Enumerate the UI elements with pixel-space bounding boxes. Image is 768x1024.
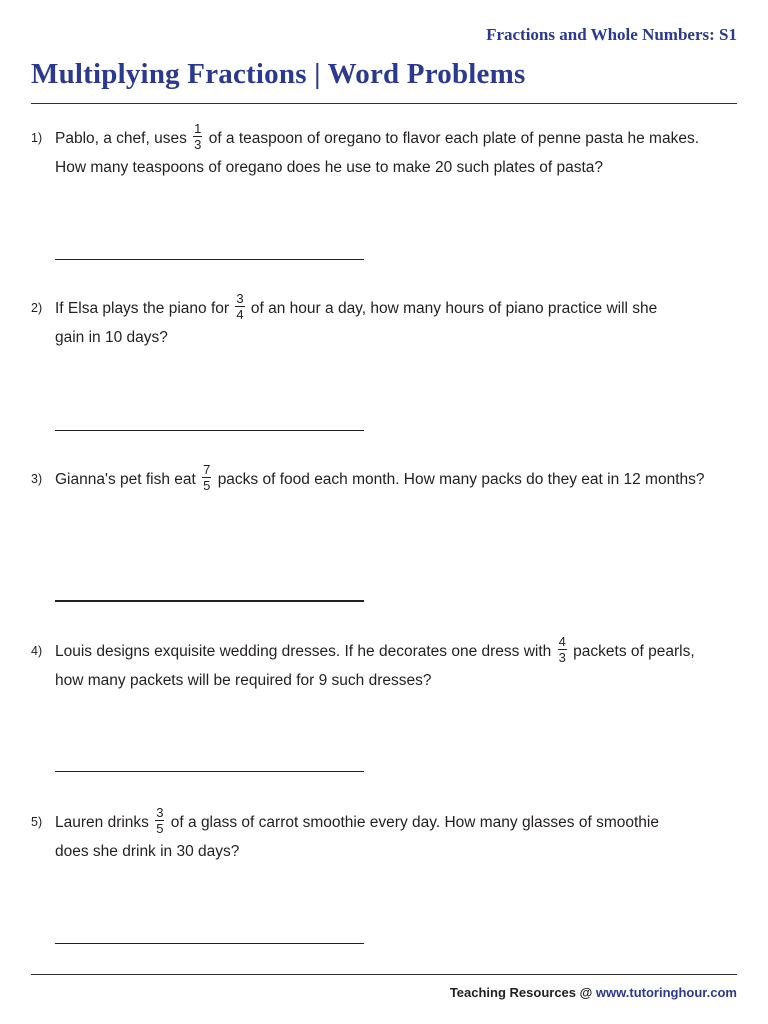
fraction	[558, 635, 567, 664]
problem-text: does she drink in 30 days?	[55, 843, 240, 861]
fraction	[202, 463, 211, 492]
fraction-denominator: 3	[194, 137, 202, 153]
problem-text: gain in 10 days?	[55, 329, 168, 347]
fraction-denominator: 5	[156, 821, 164, 837]
fraction-denominator: 3	[558, 650, 566, 666]
fraction-numerator: 7	[203, 462, 211, 478]
answer-line-1[interactable]	[55, 259, 364, 260]
footer-link[interactable]: www.tutoringhour.com	[595, 985, 737, 1000]
problem-text: of an hour a day, how many hours of piano practice will she	[250, 300, 658, 317]
problem-text: If Elsa plays the piano for	[55, 300, 230, 317]
answer-line-4[interactable]	[55, 771, 364, 772]
fraction	[193, 122, 202, 151]
problem-number: 4)	[31, 644, 43, 658]
answer-line-3[interactable]	[55, 600, 364, 602]
fraction-numerator: 1	[194, 121, 202, 137]
worksheet-subtitle: Fractions and Whole Numbers: S1	[486, 25, 737, 44]
fraction-denominator: 5	[203, 478, 211, 494]
problem-number: 3)	[31, 472, 43, 486]
fraction	[155, 806, 164, 835]
fraction-denominator: 4	[236, 307, 244, 323]
problem-number: 1)	[31, 131, 43, 145]
fraction-numerator: 3	[236, 291, 244, 307]
problem-5	[31, 805, 748, 866]
problem-number: 5)	[31, 815, 43, 829]
problem-text: Louis designs exquisite wedding dresses. If he decorates one dress with	[55, 643, 552, 660]
page-title: Multiplying Fractions | Word Problems	[31, 58, 526, 90]
header-divider	[31, 103, 737, 104]
problem-text: packs of food each month. How many packs do they eat in 12 months?	[217, 471, 705, 488]
problem-text: packets of pearls,	[573, 643, 695, 660]
problem-text: Gianna's pet fish eat	[55, 471, 196, 488]
problem-text: of a glass of carrot smoothie every day. How many glasses of smoothie	[170, 814, 659, 831]
fraction-numerator: 4	[558, 634, 566, 650]
problem-text: Pablo, a chef, uses	[55, 130, 187, 147]
fraction	[235, 292, 244, 321]
problem-3	[31, 462, 748, 494]
problem-text: how many packets will be required for 9 such dresses?	[55, 672, 432, 690]
footer	[450, 985, 737, 1000]
answer-line-5[interactable]	[55, 943, 364, 944]
footer-divider	[31, 974, 737, 975]
problem-1	[31, 121, 748, 182]
problem-4	[31, 634, 748, 695]
problem-text: Lauren drinks	[55, 814, 149, 831]
answer-line-2[interactable]	[55, 430, 364, 431]
footer-label: Teaching Resources @	[449, 985, 593, 1000]
fraction-numerator: 3	[156, 805, 164, 821]
problem-text: How many teaspoons of oregano does he use to make 20 such plates of pasta?	[55, 159, 604, 177]
problem-number: 2)	[31, 301, 43, 315]
problem-text: of a teaspoon of oregano to flavor each plate of penne pasta he makes.	[208, 130, 700, 147]
problem-2	[31, 291, 748, 352]
